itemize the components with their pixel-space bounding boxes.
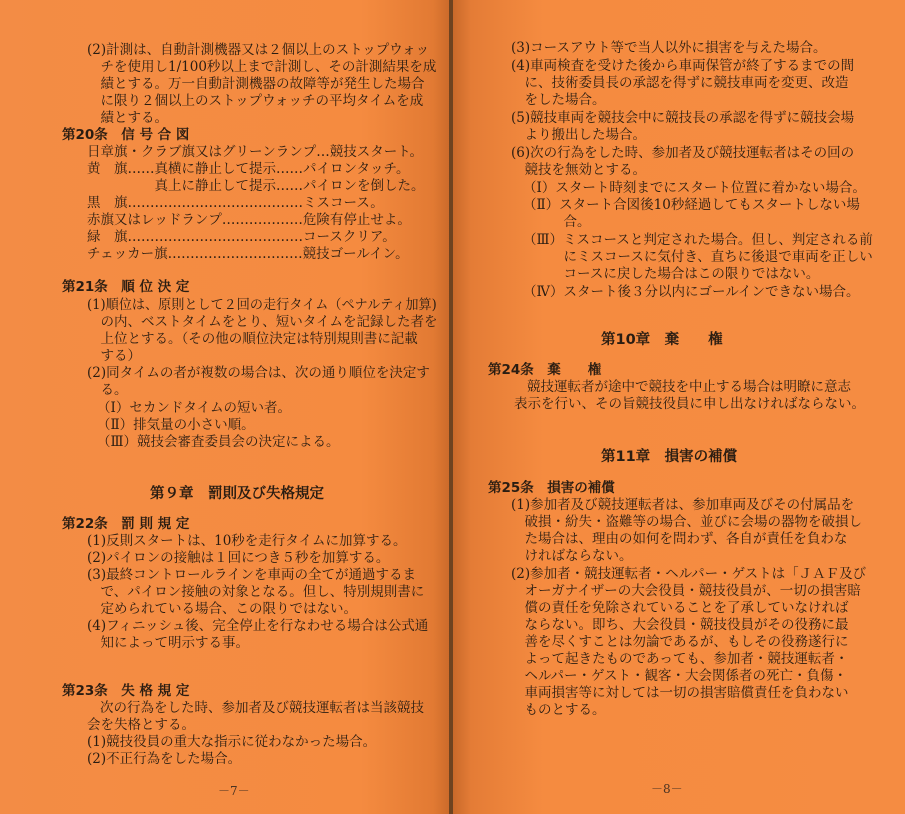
text-line: （Ⅰ）セカンドタイムの短い者。 xyxy=(97,400,292,416)
text-line: 黒 旗…………………………………ミスコース。 xyxy=(87,195,384,211)
text-line: 赤旗又はレッドランプ………………危険有停止せよ。 xyxy=(87,212,411,228)
text-line: (5)競技車両を競技会中に競技長の承認を得ずに競技会場 xyxy=(511,110,855,126)
text-line: ものとする。 xyxy=(511,702,606,718)
text-line: 善を尽くすことは勿論であるが、もしその役務遂行に xyxy=(511,634,849,650)
text-line: 知によって明示する事。 xyxy=(87,635,249,651)
text-line: 車両損害等に対しては一切の損害賠償責任を負わない xyxy=(511,685,849,701)
text-line: ヘルパー・ゲスト・観客・大会関係者の死亡・負傷・ xyxy=(511,668,848,684)
article-heading: 第22条 罰 則 規 定 xyxy=(62,516,190,532)
text-line: ならない。即ち、大会役員・競技役員がその役務に最 xyxy=(511,617,849,633)
text-line: 会を失格とする。 xyxy=(87,717,195,733)
text-line: コースに戻した場合はこの限りではない。 xyxy=(523,266,820,282)
text-line: 競技を無効とする。 xyxy=(511,162,646,178)
text-line: (1)競技役員の重大な指示に従わなかった場合。 xyxy=(87,734,377,750)
text-line: 償の責任を免除されていることを了承していなければ xyxy=(511,600,849,616)
article-heading: 第24条 棄 権 xyxy=(488,362,602,378)
text-line: 黄 旗……真横に静止して提示……パイロンタッチ。 xyxy=(87,161,410,177)
text-line: 績とする。万一自動計測機器の故障等が発生した場合 xyxy=(87,76,425,92)
left-page xyxy=(0,0,451,814)
text-line: （Ⅱ）スタート合図後10秒経過してもスタートしない場 xyxy=(523,197,860,213)
text-line: (1)参加者及び競技運転者は、参加車両及びその付属品を xyxy=(511,497,855,513)
text-line: に、技術委員長の承認を得ずに競技車両を変更、改造 xyxy=(511,75,849,91)
text-line: 次の行為をした時、参加者及び競技運転者は当該競技 xyxy=(100,700,424,716)
text-line: をした場合。 xyxy=(511,92,606,108)
text-line: よって起きたものであっても、参加者・競技運転者・ xyxy=(511,651,849,667)
text-line: (3)コースアウト等で当人以外に損害を与えた場合。 xyxy=(511,40,827,56)
text-line: (1)順位は、原則として２回の走行タイム（ペナルティ加算) xyxy=(87,297,437,313)
text-line: (6)次の行為をした時、参加者及び競技運転者はその回の xyxy=(511,145,855,161)
page-number: －8－ xyxy=(651,782,683,796)
article-heading: 第25条 損害の補償 xyxy=(488,480,615,496)
text-line: (2)不正行為をした場合。 xyxy=(87,751,242,767)
text-line: (4)車両検査を受けた後から車両保管が終了するまでの間 xyxy=(511,58,855,74)
text-line: 合。 xyxy=(523,214,591,230)
article-heading: 第23条 失 格 規 定 xyxy=(62,683,190,699)
page-number: －7－ xyxy=(218,784,250,798)
text-line: （Ⅳ）スタート後３分以内にゴールインできない場合。 xyxy=(523,284,860,300)
text-line: 定められている場合、この限りではない。 xyxy=(87,601,357,617)
text-line: 競技運転者が途中で競技を中止する場合は明瞭に意志 xyxy=(527,379,851,395)
chapter-heading: 第10章 棄 権 xyxy=(601,332,723,348)
text-line: (4)フィニッシュ後、完全停止を行なわせる場合は公式通 xyxy=(87,618,429,634)
text-line: ければならない。 xyxy=(511,548,633,564)
text-line: 日章旗・クラブ旗又はグリーンランプ…競技スタート。 xyxy=(87,144,424,160)
text-line: 真上に静止して提示……パイロンを倒した。 xyxy=(87,178,425,194)
chapter-heading: 第11章 損害の補償 xyxy=(601,449,738,465)
text-line: にミスコースに気付き、直ちに後退で車両を正しい xyxy=(523,249,873,265)
text-line: オーガナイザーの大会役員・競技役員が、一切の損害賠 xyxy=(511,583,861,599)
text-line: チを使用し1/100秒以上まで計測し、その計測結果を成 xyxy=(87,59,437,75)
text-line: に限り２個以上のストップウォッチの平均タイムを成 xyxy=(87,93,424,109)
text-line: （Ⅱ）排気量の小さい順。 xyxy=(97,417,255,433)
text-line: (2)同タイムの者が複数の場合は、次の通り順位を決定す xyxy=(87,365,430,381)
text-line: で、パイロン接触の対象となる。但し、特別規則書に xyxy=(87,584,425,600)
text-line: する） xyxy=(87,348,141,364)
text-line: 破損・紛失・盗難等の場合、並びに会場の器物を破損し xyxy=(511,514,862,530)
text-line: （Ⅰ）スタート時刻までにスタート位置に着かない場合。 xyxy=(523,180,866,196)
text-line: (2)パイロンの接触は１回につき５秒を加算する。 xyxy=(87,550,390,566)
text-line: る。 xyxy=(87,382,128,398)
text-line: 上位とする。（その他の順位決定は特別規則書に記載 xyxy=(87,331,418,347)
article-heading: 第21条 順 位 決 定 xyxy=(62,279,190,295)
text-line: (3)最終コントロールラインを車両の全てが通過するま xyxy=(87,567,416,583)
text-line: た場合は、理由の如何を問わず、各自が責任を負わな xyxy=(511,531,848,547)
right-page xyxy=(453,0,905,814)
text-line: の内、ベストタイムをとり、短いタイムを記録した者を xyxy=(87,314,438,330)
text-line: 績とする。 xyxy=(87,110,168,126)
text-line: チェッカー旗…………………………競技ゴールイン。 xyxy=(87,246,409,262)
text-line: 表示を行い、その旨競技役員に申し出なければならない。 xyxy=(514,396,865,412)
text-line: (1)反則スタートは、10秒を走行タイムに加算する。 xyxy=(87,533,407,549)
article-heading: 第20条 信 号 合 図 xyxy=(62,127,190,143)
text-line: より搬出した場合。 xyxy=(511,127,646,143)
chapter-heading: 第９章 罰則及び失格規定 xyxy=(150,486,324,502)
text-line: (2)参加者・競技運転者・ヘルパー・ゲストは「ＪＡＦ及び xyxy=(511,566,867,582)
text-line: （Ⅲ）競技会審査委員会の決定による。 xyxy=(97,434,340,450)
text-line: (2)計測は、自動計測機器又は２個以上のストップウォッ xyxy=(87,42,430,58)
text-line: 緑 旗…………………………………コースクリア。 xyxy=(87,229,396,245)
text-line: （Ⅲ）ミスコースと判定された場合。但し、判定される前 xyxy=(523,232,873,248)
